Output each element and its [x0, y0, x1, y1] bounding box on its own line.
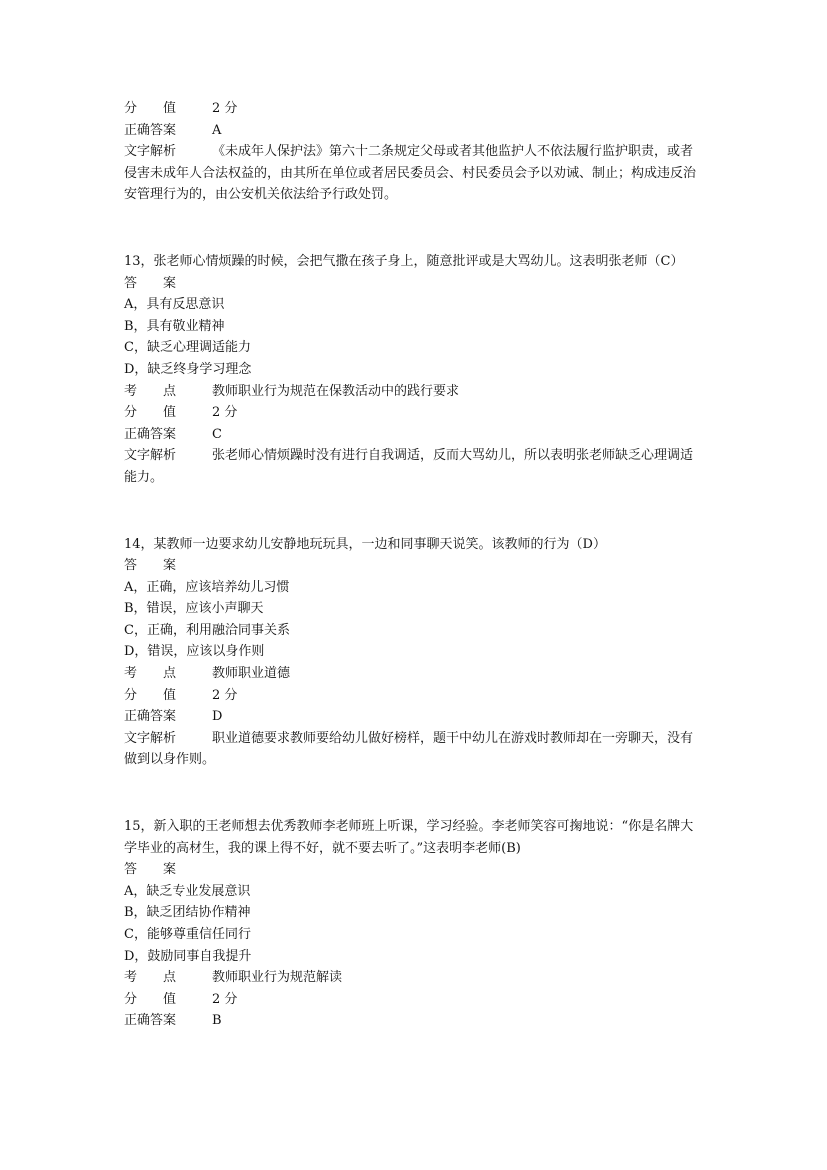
- analysis-label: 文字解析: [124, 730, 177, 746]
- q13-score-row: [124, 402, 704, 424]
- score-value: 2 分: [212, 101, 238, 116]
- q13-option-b: B，具有敬业精神: [124, 318, 225, 334]
- analysis-text: 职业道德要求教师要给幼儿做好榜样，题干中幼儿在游戏时教师却在一旁聊天，没有做到以身作则。: [124, 730, 694, 768]
- q12-analysis: [124, 141, 704, 206]
- q13-option-a: A，具有反思意识: [124, 297, 225, 313]
- document-page: [124, 98, 704, 1032]
- q14-answer-header: 答 案: [124, 558, 177, 574]
- q13-answer-header: 答 案: [124, 275, 177, 291]
- q13-topic-row: [124, 381, 704, 403]
- q13-option-c: C，缺乏心理调适能力: [124, 340, 251, 356]
- q15-option-d: D，鼓励同事自我提升: [124, 948, 252, 964]
- answer-label: 正确答案: [124, 122, 177, 138]
- analysis-label: 文字解析: [124, 144, 177, 160]
- topic-value: 教师职业行为规范在保教活动中的践行要求: [212, 383, 460, 399]
- answer-value: A: [212, 122, 222, 138]
- topic-label: 考 点: [124, 666, 177, 682]
- q14-topic-row: [124, 663, 704, 685]
- q13-analysis: [124, 445, 704, 488]
- q15-answer-row: [124, 1010, 704, 1032]
- q14-score-row: [124, 685, 704, 707]
- analysis-label: 文字解析: [124, 448, 177, 464]
- score-value: 2 分: [212, 687, 238, 703]
- q13-question: 13，张老师心情烦躁的时候，会把气撒在孩子身上，随意批评或是大骂幼儿。这表明张老师（C）: [124, 253, 684, 269]
- q13-answer-row: [124, 424, 704, 446]
- analysis-text: 《未成年人保护法》第六十二条规定父母或者其他监护人不依法履行监护职责，或者侵害未成年人合法权益的，由其所在单位或者居民委员会、村民委员会予以劝诫、制止；构成违反治安管理行为的，由公安机关依法给予行政处罚。: [124, 144, 697, 203]
- topic-label: 考 点: [124, 970, 177, 986]
- score-label: 分 值: [124, 405, 177, 421]
- q15-option-a: A，缺乏专业发展意识: [124, 883, 251, 899]
- q14-option-d: D，错误，应该以身作则: [124, 644, 265, 660]
- topic-label: 考 点: [124, 383, 177, 399]
- q15-option-b: B，缺乏团结协作精神: [124, 905, 251, 921]
- q13-option-d: D，缺乏终身学习理念: [124, 361, 252, 377]
- score-label: 分 值: [124, 991, 177, 1007]
- answer-label: 正确答案: [124, 426, 177, 442]
- answer-label: 正确答案: [124, 709, 177, 725]
- q15-answer-header: 答 案: [124, 862, 177, 878]
- answer-value: B: [212, 1013, 222, 1029]
- q14-option-a: A，正确，应该培养幼儿习惯: [124, 579, 290, 595]
- q15-score-row: [124, 989, 704, 1011]
- score-value: 2 分: [212, 405, 238, 421]
- answer-value: C: [212, 426, 222, 442]
- q12-score-row: [124, 98, 704, 120]
- analysis-text: 张老师心情烦躁时没有进行自我调适，反而大骂幼儿，所以表明张老师缺乏心理调适能力。: [124, 448, 694, 485]
- topic-value: 教师职业道德: [212, 666, 291, 682]
- score-label: 分 值: [124, 687, 177, 703]
- score-label: 分 值: [124, 101, 177, 116]
- q12-answer-row: [124, 120, 704, 142]
- answer-label: 正确答案: [124, 1013, 177, 1029]
- q15-question: 15，新入职的王老师想去优秀教师李老师班上听课，学习经验。李老师笑容可掬地说：“你是名牌大学毕业的高材生，我的课上得不好，就不要去听了。”这表明李老师(B): [124, 819, 694, 856]
- q14-analysis: [124, 728, 704, 771]
- q14-option-c: C，正确，利用融洽同事关系: [124, 622, 290, 638]
- q14-question: 14，某教师一边要求幼儿安静地玩玩具，一边和同事聊天说笑。该教师的行为（D）: [124, 536, 606, 552]
- q14-option-b: B，错误，应该小声聊天: [124, 601, 264, 617]
- score-value: 2 分: [212, 991, 238, 1007]
- topic-value: 教师职业行为规范解读: [212, 970, 343, 986]
- answer-value: D: [212, 709, 223, 725]
- q15-option-c: C，能够尊重信任同行: [124, 927, 251, 942]
- q14-answer-row: [124, 706, 704, 728]
- q15-topic-row: [124, 967, 704, 989]
